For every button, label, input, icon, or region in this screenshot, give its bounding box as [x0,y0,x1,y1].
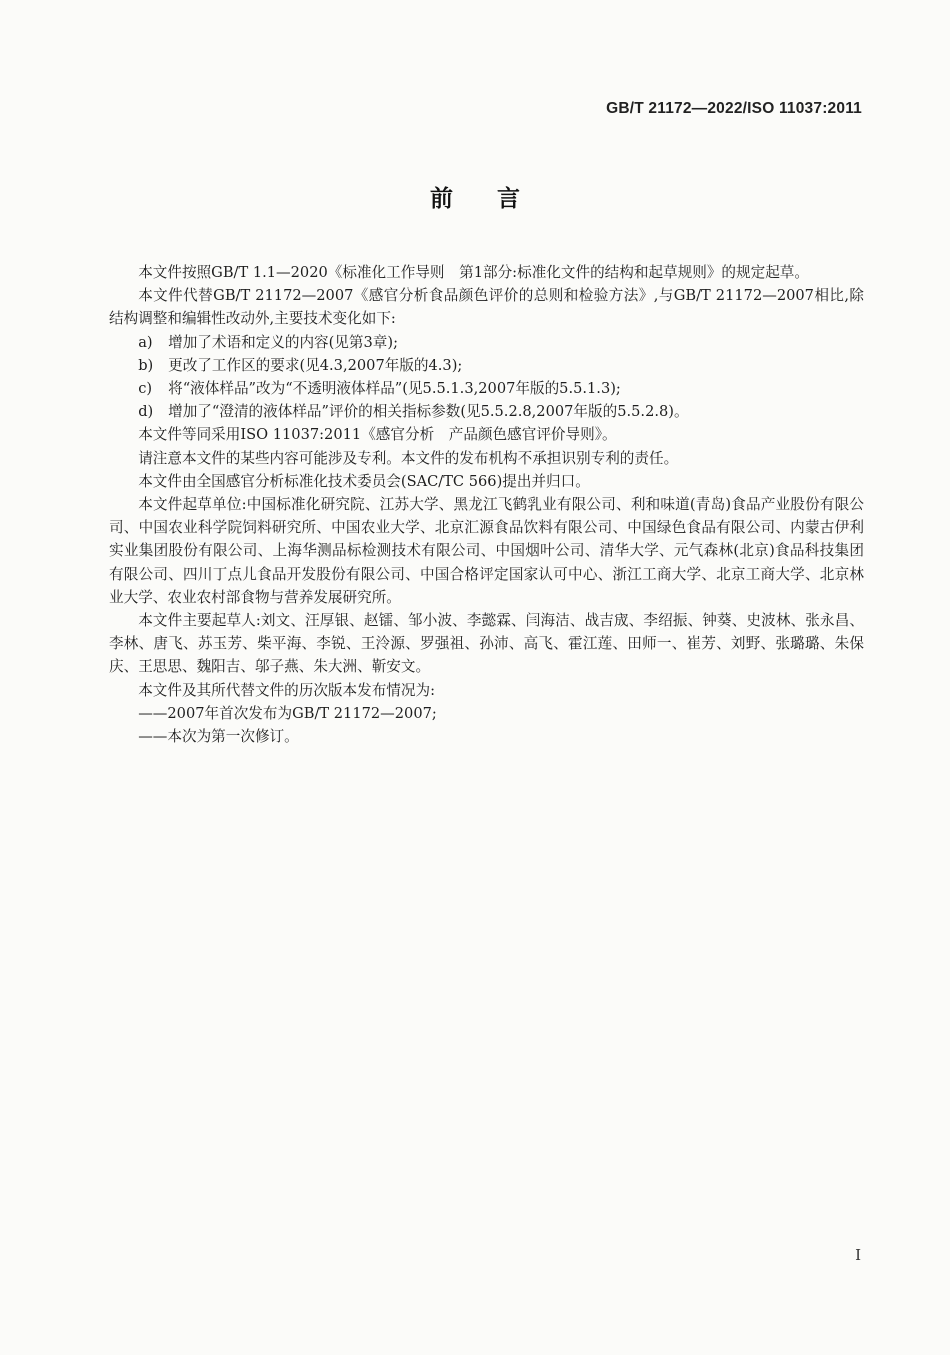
page-number: I [855,1246,861,1264]
list-item-text: 将“液体样品”改为“不透明液体样品”(见5.5.1.3,2007年版的5.5.1.3); [168,380,621,398]
list-item [109,377,864,400]
list-item-label: c) [138,380,153,398]
changes-list [109,331,864,424]
foreword-body [109,261,864,748]
paragraph-patent-notice: 请注意本文件的某些内容可能涉及专利。本文件的发布机构不承担识别专利的责任。 [138,449,679,467]
standard-code: GB/T 21172—2022/ISO 11037:2011 [606,100,862,117]
list-item [109,331,864,354]
page-title: 前言 [430,186,564,212]
list-item-label: a) [138,333,153,351]
list-item [109,354,864,377]
list-item-text: 更改了工作区的要求(见4.3,2007年版的4.3); [168,356,463,374]
list-item-text: 增加了“澄清的液体样品”评价的相关指标参数(见5.5.2.8,2007年版的5.5.2.8)。 [168,403,689,421]
paragraph-iso-adoption: 本文件等同采用ISO 11037:2011《感官分析 产品颜色感官评价导则》。 [138,426,617,444]
list-item-text: 增加了术语和定义的内容(见第3章); [168,333,399,351]
paragraph-drafting-units: 本文件起草单位:中国标准化研究院、江苏大学、黑龙江飞鹤乳业有限公司、利和味道(青岛)食品产业股份有限公司、中国农业科学院饲料研究所、中国农业大学、北京汇源食品饮料有限公司、中国绿色食品有限公司、内蒙古伊利实业集团股份有限公司、上海华测品标检测技术有限公司、中国烟叶公司、清华大学、元气森林(北京)食品科技集团有限公司、四川丁点儿食品开发股份有限公司、中国合格评定国家认可中心、浙江工商大学、北京工商大学、北京林业大学、农业农村部食物与营养发展研究所。 [109,496,864,606]
list-item-label: b) [138,356,154,374]
paragraph-history-intro: 本文件及其所代替文件的历次版本发布情况为: [138,681,435,699]
paragraph-drafters: 本文件主要起草人:刘文、汪厚银、赵镭、邹小波、李懿霖、闫海洁、战吉宬、李绍振、钟葵、史波林、张永昌、李林、唐飞、苏玉芳、柴平海、李锐、王泠源、罗强祖、孙沛、高飞、霍江莲、田师一、崔芳、刘野、张璐璐、朱保庆、王思思、魏阳吉、邬子燕、朱大洲、靳安文。 [109,612,864,676]
history-item: ——2007年首次发布为GB/T 21172—2007; [138,704,437,722]
paragraph-proposer: 本文件由全国感官分析标准化技术委员会(SAC/TC 566)提出并归口。 [138,472,590,490]
history-list [109,702,864,748]
list-item-label: d) [138,403,154,421]
history-item: ——本次为第一次修订。 [138,728,299,746]
paragraph-drafting-rules: 本文件按照GB/T 1.1—2020《标准化工作导则 第1部分:标准化文件的结构和起草规则》的规定起草。 [138,264,809,281]
list-item [109,400,864,423]
paragraph-replaces: 本文件代替GB/T 21172—2007《感官分析食品颜色评价的总则和检验方法》,与GB/T 21172—2007相比,除结构调整和编辑性改动外,主要技术变化如下: [109,287,864,328]
